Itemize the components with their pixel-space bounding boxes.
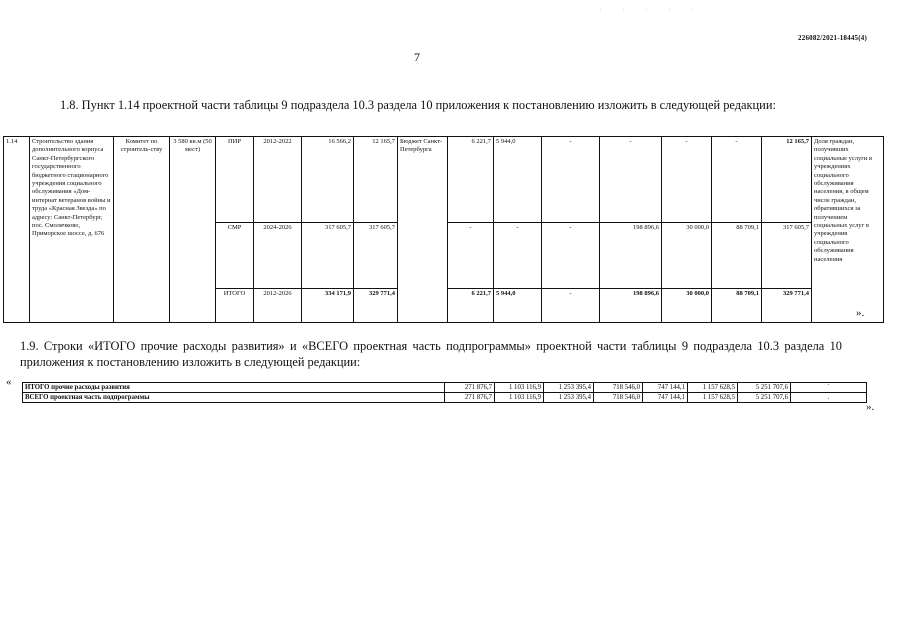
year-cell: 5 944,0 xyxy=(494,137,542,223)
page-number: 7 xyxy=(414,50,420,64)
year-cell: 5 944,0 xyxy=(494,289,542,323)
totals-value: 1 103 116,9 xyxy=(495,393,544,403)
totals-value: 271 876,7 xyxy=(445,383,495,393)
period-cell: 2012-2022 xyxy=(254,137,302,223)
document-number: 226082/2021-18445(4) xyxy=(798,34,867,42)
year-cell: - xyxy=(494,223,542,289)
year-cell: - xyxy=(448,223,494,289)
year-cell: 30 000,0 xyxy=(662,289,712,323)
totals-value: 1 157 628,5 xyxy=(688,393,738,403)
object-name: Строительство здания дополнительного корпуса Санкт-Петербургского государственного бюджетного стационарного учреждения социального обслуживания «Дом-интернат ветеранов войны и труда «Красная Звезда» по адресу: Санкт-Петербург, пос. Смолячково, Приморское шоссе, д. 676 xyxy=(30,137,114,323)
year-cell: - xyxy=(542,137,600,223)
closing-quote: ». xyxy=(866,401,875,413)
totals-value: 5 251 707,6 xyxy=(738,393,791,403)
cost-cell: 334 171,9 xyxy=(302,289,354,323)
indicator: Доля граждан, получивших социальные услуги в учреждениях социального обслуживания населения, в общем числе граждан, обратившихся за получением социальных услуг в учреждения социального обслуживания населения xyxy=(812,137,884,323)
remaining-cell: 329 771,4 xyxy=(354,289,398,323)
totals-row-label: ВСЕГО проектная часть подпрограммы xyxy=(23,393,445,403)
year-cell: 88 709,1 xyxy=(712,223,762,289)
total-cell: 12 165,7 xyxy=(762,137,812,223)
totals-value: 1 253 395,4 xyxy=(544,383,594,393)
totals-value: 271 876,7 xyxy=(445,393,495,403)
totals-value: 718 546,0 xyxy=(594,393,643,403)
year-cell: - xyxy=(600,137,662,223)
totals-table xyxy=(22,382,867,403)
remaining-cell: 12 165,7 xyxy=(354,137,398,223)
totals-mark: . xyxy=(791,393,867,403)
cost-cell: 317 605,7 xyxy=(302,223,354,289)
capacity: 3 580 кв.м (50 мест) xyxy=(170,137,216,323)
year-cell: 30 000,0 xyxy=(662,223,712,289)
year-cell: - xyxy=(712,137,762,223)
year-cell: 198 896,6 xyxy=(600,223,662,289)
customer: Комитет по строитель-ству xyxy=(114,137,170,323)
row-number: 1.14 xyxy=(4,137,30,323)
year-cell: - xyxy=(542,289,600,323)
year-cell: 6 221,7 xyxy=(448,137,494,223)
opening-quote: « xyxy=(6,376,12,388)
paragraph-1-8: 1.8. Пункт 1.14 проектной части таблицы 9 подраздела 10.3 раздела 10 приложения к постановлению изложить в следующей редакции: xyxy=(60,98,776,112)
year-cell: - xyxy=(542,223,600,289)
paragraph-1-9: 1.9. Строки «ИТОГО прочие расходы развития» и «ВСЕГО проектная часть подпрограммы» проектной части таблицы 9 подраздела 10.3 раздела 10 приложения к постановлению изложить в следующей редакции: xyxy=(20,339,842,369)
year-cell: 198 896,6 xyxy=(600,289,662,323)
total-cell: 317 605,7 xyxy=(762,223,812,289)
project-table xyxy=(3,136,884,323)
totals-mark: ` xyxy=(791,383,867,393)
totals-value: 718 546,0 xyxy=(594,383,643,393)
year-cell: - xyxy=(662,137,712,223)
year-cell: 6 221,7 xyxy=(448,289,494,323)
cost-cell: 16 566,2 xyxy=(302,137,354,223)
stage-cell: СМР xyxy=(216,223,254,289)
scan-artifact: . . . . . xyxy=(600,6,704,12)
period-cell: 2012-2026 xyxy=(254,289,302,323)
totals-value: 747 144,1 xyxy=(643,383,688,393)
remaining-cell: 317 605,7 xyxy=(354,223,398,289)
year-cell: 88 709,1 xyxy=(712,289,762,323)
totals-value: 1 103 116,9 xyxy=(495,383,544,393)
total-cell: 329 771,4 xyxy=(762,289,812,323)
totals-row-label: ИТОГО прочие расходы развития xyxy=(23,383,445,393)
funding-source: Бюджет Санкт-Петербурга xyxy=(398,137,448,323)
totals-value: 1 157 628,5 xyxy=(688,383,738,393)
stage-cell: ПИР xyxy=(216,137,254,223)
closing-quote: ». xyxy=(856,307,865,319)
period-cell: 2024-2026 xyxy=(254,223,302,289)
totals-value: 5 251 707,6 xyxy=(738,383,791,393)
stage-cell: ИТОГО xyxy=(216,289,254,323)
totals-value: 747 144,1 xyxy=(643,393,688,403)
totals-value: 1 253 395,4 xyxy=(544,393,594,403)
